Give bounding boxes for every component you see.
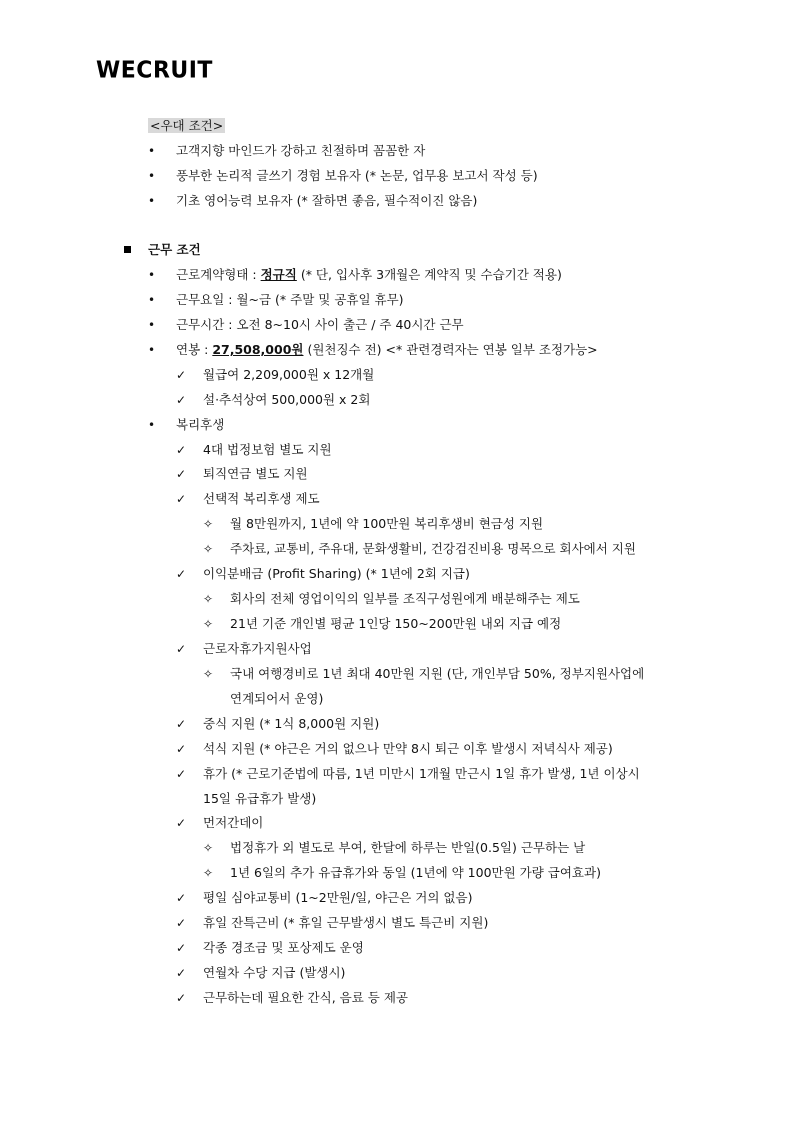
salary-rest: (원천징수 전) <* 관련경력자는 연봉 일부 조정가능>	[303, 342, 598, 357]
bullet-dot: •	[148, 293, 156, 307]
welfare-title: 복리후생	[176, 417, 225, 432]
diamond-icon: ✧	[203, 542, 214, 556]
preferred-title	[148, 118, 225, 134]
welfare-item: 근로자휴가지원사업	[203, 641, 312, 656]
check-icon: ✓	[176, 966, 187, 980]
welfare-item: 연월차 수당 지급 (발생시)	[203, 965, 346, 980]
welfare-subitem: 월 8만원까지, 1년에 약 100만원 복리후생비 현금성 지원	[230, 516, 544, 531]
diamond-icon: ✧	[203, 866, 214, 880]
welfare-subitem: 21년 기준 개인별 평균 1인당 150~200만원 내외 지급 예정	[230, 616, 562, 631]
salary-sub: 설·추석상여 500,000원 x 2회	[203, 392, 371, 407]
work-days: 근무요일 : 월~금 (* 주말 및 공휴일 휴무)	[176, 292, 404, 307]
check-icon: ✓	[176, 567, 187, 581]
preferred-item: 고객지향 마인드가 강하고 친절하며 꼼꼼한 자	[176, 143, 426, 158]
contract-type	[176, 267, 562, 283]
contract-rest: (* 단, 입사후 3개월은 계약직 및 수습기간 적용)	[296, 267, 562, 282]
welfare-subitem: 1년 6일의 추가 유급휴가와 동일 (1년에 약 100만원 가량 급여효과)	[230, 865, 601, 880]
welfare-subitem: 회사의 전체 영업이익의 일부를 조직구성원에게 배분해주는 제도	[230, 591, 580, 606]
check-icon: ✓	[176, 368, 187, 382]
check-icon: ✓	[176, 742, 187, 756]
bullet-dot: •	[148, 144, 156, 158]
welfare-item: 먼저간데이	[203, 815, 264, 830]
preferred-item: 기초 영어능력 보유자 (* 잘하면 좋음, 필수적이진 않음)	[176, 193, 478, 208]
bullet-dot: •	[148, 194, 156, 208]
welfare-item: 퇴직연금 별도 지원	[203, 466, 308, 481]
bullet-dot: •	[148, 268, 156, 282]
contract-bold: 정규직	[260, 267, 297, 282]
check-icon: ✓	[176, 991, 187, 1005]
welfare-subitem-cont: 연계되어서 운영)	[230, 691, 324, 706]
welfare-subitem: 법정휴가 외 별도로 부여, 한달에 하루는 반일(0.5일) 근무하는 날	[230, 840, 586, 855]
bullet-dot: •	[148, 343, 156, 357]
welfare-item: 각종 경조금 및 포상제도 운영	[203, 940, 364, 955]
square-bullet-icon	[124, 246, 131, 253]
check-icon: ✓	[176, 941, 187, 955]
welfare-item: 휴일 잔특근비 (* 휴일 근무발생시 별도 특근비 지원)	[203, 915, 489, 930]
welfare-item: 이익분배금 (Profit Sharing) (* 1년에 2회 지급)	[203, 566, 470, 581]
check-icon: ✓	[176, 767, 187, 781]
check-icon: ✓	[176, 393, 187, 407]
welfare-item-cont: 15일 유급휴가 발생)	[203, 791, 317, 806]
wecruit-logo: WECRUIT	[96, 57, 213, 84]
salary-bold: 27,508,000원	[212, 342, 304, 357]
welfare-item: 휴가 (* 근로기준법에 따름, 1년 미만시 1개월 만근시 1일 휴가 발생, 1년 이상시	[203, 766, 640, 781]
salary	[176, 342, 598, 358]
check-icon: ✓	[176, 443, 187, 457]
welfare-subitem: 주차료, 교통비, 주유대, 문화생활비, 건강검진비용 명목으로 회사에서 지원	[230, 541, 636, 556]
welfare-item: 4대 법정보험 별도 지원	[203, 442, 332, 457]
diamond-icon: ✧	[203, 667, 214, 681]
check-icon: ✓	[176, 492, 187, 506]
work-hours: 근무시간 : 오전 8~10시 사이 출근 / 주 40시간 근무	[176, 317, 464, 332]
welfare-subitem: 국내 여행경비로 1년 최대 40만원 지원 (단, 개인부담 50%, 정부지원사업에	[230, 666, 645, 681]
check-icon: ✓	[176, 816, 187, 830]
preferred-item: 풍부한 논리적 글쓰기 경험 보유자 (* 논문, 업무용 보고서 작성 등)	[176, 168, 538, 183]
welfare-item: 석식 지원 (* 야근은 거의 없으나 만약 8시 퇴근 이후 발생시 저녁식사 제공)	[203, 741, 613, 756]
preferred-title-text: <우대 조건>	[150, 118, 224, 133]
diamond-icon: ✧	[203, 517, 214, 531]
check-icon: ✓	[176, 642, 187, 656]
bullet-dot: •	[148, 318, 156, 332]
check-icon: ✓	[176, 891, 187, 905]
bullet-dot: •	[148, 169, 156, 183]
welfare-item: 근무하는데 필요한 간식, 음료 등 제공	[203, 990, 408, 1005]
salary-label: 연봉 :	[176, 342, 213, 357]
welfare-item: 평일 심야교통비 (1~2만원/일, 야근은 거의 없음)	[203, 890, 473, 905]
welfare-item: 중식 지원 (* 1식 8,000원 지원)	[203, 716, 380, 731]
check-icon: ✓	[176, 717, 187, 731]
diamond-icon: ✧	[203, 841, 214, 855]
work-title: 근무 조건	[148, 242, 201, 257]
salary-sub: 월급여 2,209,000원 x 12개월	[203, 367, 375, 382]
diamond-icon: ✧	[203, 592, 214, 606]
check-icon: ✓	[176, 916, 187, 930]
contract-label: 근로계약형태 :	[176, 267, 261, 282]
bullet-dot: •	[148, 418, 156, 432]
check-icon: ✓	[176, 467, 187, 481]
welfare-item: 선택적 복리후생 제도	[203, 491, 320, 506]
diamond-icon: ✧	[203, 617, 214, 631]
